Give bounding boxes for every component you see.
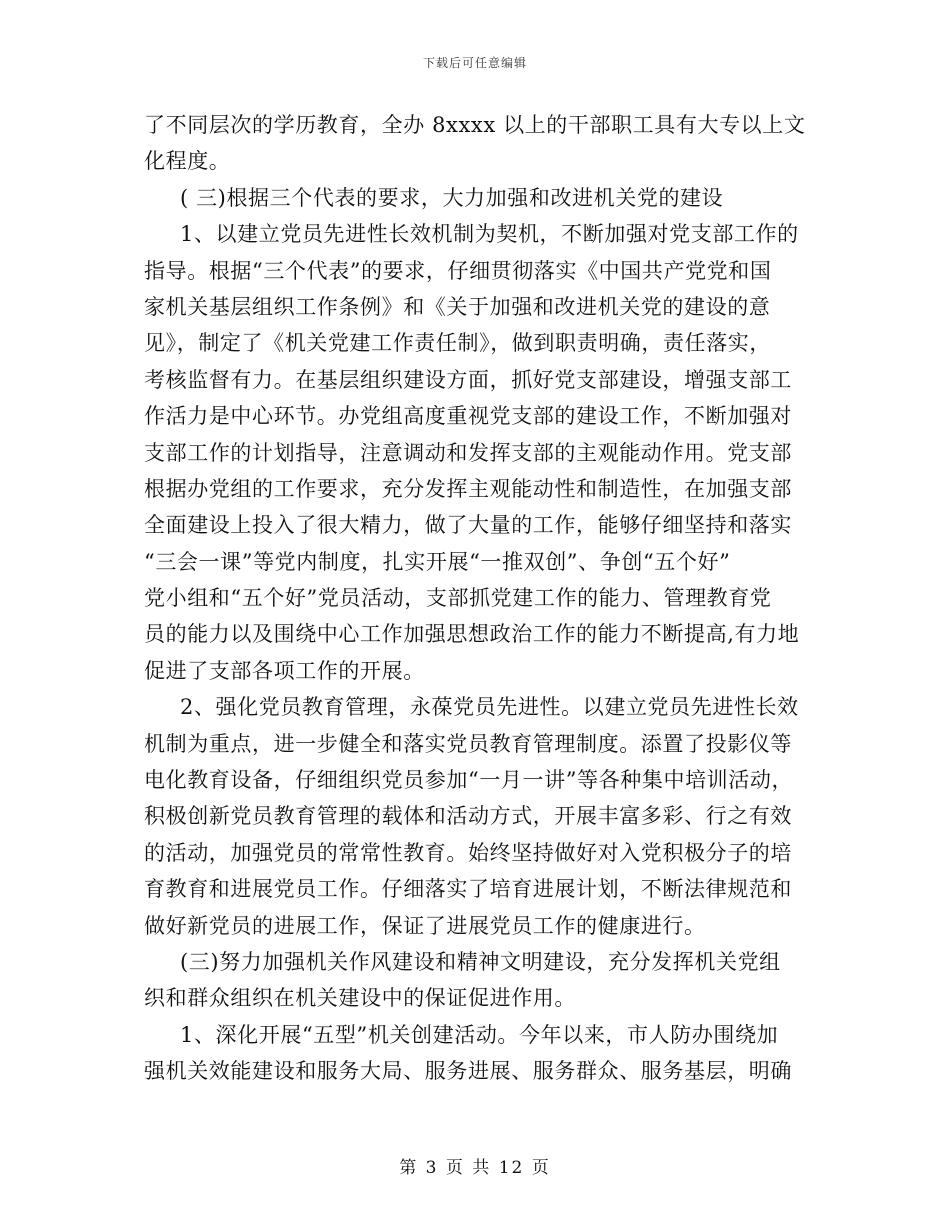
text-line: 的活动，加强党员的常常性教育。始终坚持做好对入党积极分子的培 — [144, 840, 792, 865]
text-line: 考核监督有力。在基层组织建设方面，抓好党支部建设，增强支部工 — [144, 367, 792, 392]
text-line: 作活力是中心环节。办党组高度重视党支部的建设工作，不断加强对 — [144, 404, 792, 429]
text-line: 党小组和“五个好”党员活动，支部抓党建工作的能力、管理教育党 — [144, 586, 772, 611]
paragraph-start: 1、以建立党员先进性长效机制为契机，不断加强对党支部工作的 — [180, 222, 799, 247]
text-line: 家机关基层组织工作条例》和《关于加强和改进机关党的建设的意 — [144, 294, 771, 319]
text-line: 指导。根据“三个代表”的要求，仔细贯彻落实《中国共产党党和国 — [144, 258, 772, 283]
text-line: 织和群众组织在机关建设中的保证促进作用。 — [144, 986, 576, 1011]
document-body — [144, 107, 809, 1090]
text-line: 化程度。 — [144, 149, 231, 174]
text-line: “三会一课”等党内制度，扎实开展“一推双创”、争创“五个好” — [144, 549, 731, 574]
section-heading: ( 三)根据三个代表的要求，大力加强和改进机关党的建设 — [180, 185, 724, 210]
text-line: 积极创新党员教育管理的载体和活动方式，开展丰富多彩、行之有效 — [144, 804, 792, 829]
text-line: 促进了支部各项工作的开展。 — [144, 658, 425, 683]
page-header: 下载后可任意编辑 — [422, 56, 527, 70]
paragraph-start: 1、深化开展“五型”机关创建活动。今年以来，市人防办围绕加 — [180, 1022, 779, 1047]
text-line: 机制为重点，进一步健全和落实党员教育管理制度。添置了投影仪等 — [144, 731, 792, 756]
text-line: 员的能力以及围绕中心工作加强思想政治工作的能力不断提高,有力地 — [144, 622, 800, 647]
text-line: 见》，制定了《机关党建工作责任制》，做到职责明确，责任落实， — [144, 331, 771, 356]
paragraph-start: 2、强化党员教育管理，永葆党员先进性。以建立党员先进性长效 — [180, 695, 799, 720]
section-heading: (三)努力加强机关作风建设和精神文明建设，充分发挥机关党组 — [180, 949, 781, 974]
text-line: 育教育和进展党员工作。仔细落实了培育进展计划，不断法律规范和 — [144, 877, 792, 902]
text-line: 根据办党组的工作要求，充分发挥主观能动性和制造性，在加强支部 — [144, 476, 792, 501]
text-line: 全面建设上投入了很大精力，做了大量的工作，能够仔细坚持和落实 — [144, 513, 792, 538]
text-line: 做好新党员的进展工作，保证了进展党员工作的健康进行。 — [144, 913, 706, 938]
page-number-footer: 第 3 页 共 12 页 — [399, 1158, 551, 1178]
text-line: 了不同层次的学历教育，全办 8xxxx 以上的干部职工具有大专以上文 — [144, 113, 806, 137]
text-line: 支部工作的计划指导，注意调动和发挥支部的主观能动作用。党支部 — [144, 440, 792, 465]
text-line: 电化教育设备，仔细组织党员参加“一月一讲”等各种集中培训活动， — [144, 768, 794, 793]
text-line: 强机关效能建设和服务大局、服务进展、服务群众、服务基层，明确 — [144, 1059, 792, 1084]
